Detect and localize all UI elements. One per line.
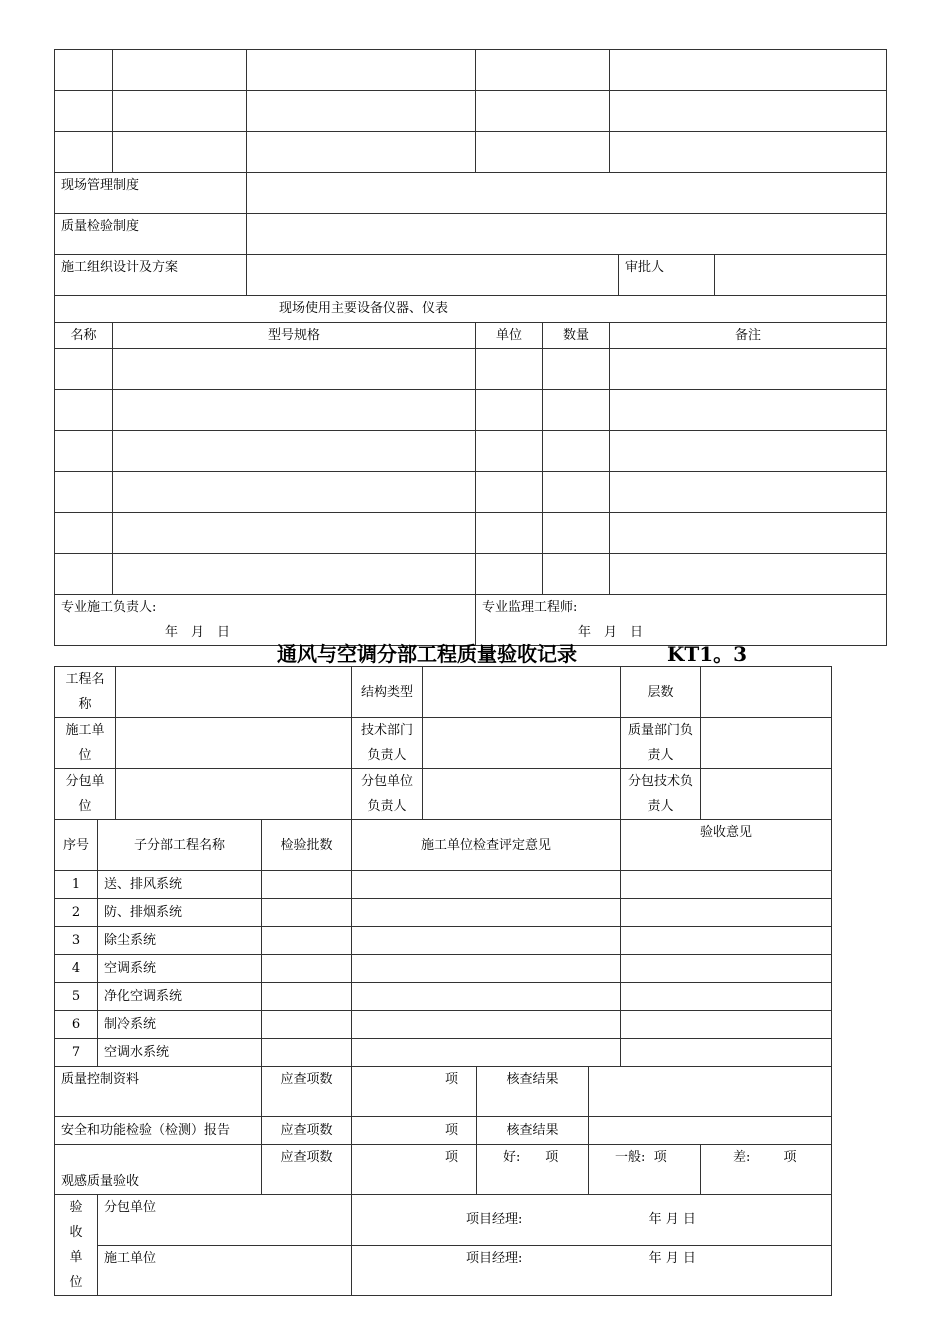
item-name: 空调系统 <box>98 955 262 983</box>
should-check-label: 应查项数 <box>262 1117 352 1145</box>
signoff-date: 年 月 日 <box>648 1212 696 1228</box>
floors-value[interactable] <box>701 667 832 718</box>
signoff-date: 年 月 日 <box>648 1250 696 1266</box>
structure-type-label: 结构类型 <box>352 667 423 718</box>
title-code: KT1。3 <box>667 642 748 666</box>
pm-label: 项目经理: <box>466 1250 523 1266</box>
col-sub-name: 子分部工程名称 <box>98 820 262 871</box>
top-form-table <box>54 49 887 646</box>
item-name: 送、排风系统 <box>98 871 262 899</box>
item-count-cell[interactable] <box>352 1145 477 1195</box>
subcontract-head-label: 分包单位负责人 <box>352 769 423 820</box>
item-unit: 项 <box>445 1150 459 1165</box>
item-no: 1 <box>55 871 98 899</box>
good-cell[interactable]: 好: 项 <box>477 1145 589 1195</box>
item-name: 空调水系统 <box>98 1039 262 1067</box>
check-result-value[interactable] <box>589 1117 832 1145</box>
equipment-row <box>55 513 887 554</box>
item-no: 3 <box>55 927 98 955</box>
col-unit-opinion: 施工单位检查评定意见 <box>352 820 621 871</box>
floors-label: 层数 <box>621 667 701 718</box>
equipment-columns <box>55 323 887 349</box>
item-no: 2 <box>55 899 98 927</box>
item-name: 防、排烟系统 <box>98 899 262 927</box>
quality-dept-head-label: 质量部门负责人 <box>621 718 701 769</box>
project-name-value[interactable] <box>116 667 352 718</box>
table-row <box>55 1039 832 1067</box>
footer-left-date: 年 月 日 <box>165 625 231 640</box>
construction-unit-label: 施工单位 <box>55 718 116 769</box>
quality-dept-head-value[interactable] <box>701 718 832 769</box>
check-result-label: 核查结果 <box>477 1067 589 1117</box>
footer-left-signoff[interactable] <box>55 595 476 646</box>
table-row <box>55 955 832 983</box>
col-unit: 单位 <box>476 323 543 349</box>
item-name: 净化空调系统 <box>98 983 262 1011</box>
col-acceptance: 验收意见 <box>621 820 832 871</box>
approver-value[interactable] <box>715 255 887 296</box>
item-unit: 项 <box>445 1072 459 1087</box>
subcontract-tech-head-value[interactable] <box>701 769 832 820</box>
item-name: 除尘系统 <box>98 927 262 955</box>
col-remark: 备注 <box>610 323 887 349</box>
footer-right-label: 专业监理工程师: <box>482 600 578 615</box>
project-name-label: 工程名称 <box>55 667 116 718</box>
table-row <box>55 1011 832 1039</box>
subcontract-unit-label: 分包单位 <box>55 769 116 820</box>
item-unit: 项 <box>445 1123 459 1138</box>
site-mgmt-label: 现场管理制度 <box>55 173 247 214</box>
tech-dept-head-value[interactable] <box>423 718 621 769</box>
construction-plan-value[interactable] <box>247 255 619 296</box>
table-row <box>55 983 832 1011</box>
quality-check-label: 质量检验制度 <box>55 214 247 255</box>
construction-unit-value[interactable] <box>116 718 352 769</box>
col-batch-count: 检验批数 <box>262 820 352 871</box>
quality-data-label: 质量控制资料 <box>55 1067 262 1117</box>
col-name: 名称 <box>55 323 113 349</box>
item-count-cell[interactable] <box>352 1117 477 1145</box>
col-seq: 序号 <box>55 820 98 871</box>
blank-row <box>55 91 887 132</box>
footer-right-date: 年 月 日 <box>578 625 644 640</box>
footer-left-label: 专业施工负责人: <box>61 600 157 615</box>
subcontract-tech-head-label: 分包技术负责人 <box>621 769 701 820</box>
equipment-row <box>55 390 887 431</box>
table-row <box>55 927 832 955</box>
check-result-label: 核查结果 <box>477 1117 589 1145</box>
subcontract-row-label: 分包单位 <box>98 1195 352 1246</box>
title-text: 通风与空调分部工程质量验收记录 <box>277 642 577 666</box>
equipment-row <box>55 472 887 513</box>
equipment-row <box>55 349 887 390</box>
subcontract-unit-value[interactable] <box>116 769 352 820</box>
site-mgmt-value[interactable] <box>247 173 887 214</box>
check-result-value[interactable] <box>589 1067 832 1117</box>
should-check-label: 应查项数 <box>262 1067 352 1117</box>
table-row <box>55 871 832 899</box>
item-no: 5 <box>55 983 98 1011</box>
col-qty: 数量 <box>543 323 610 349</box>
subcontract-head-value[interactable] <box>423 769 621 820</box>
col-model: 型号规格 <box>113 323 476 349</box>
construction-signoff[interactable] <box>352 1245 832 1296</box>
poor-cell[interactable]: 差: 项 <box>701 1145 832 1195</box>
blank-row <box>55 132 887 173</box>
equipment-header: 现场使用主要设备仪器、仪表 <box>55 296 887 323</box>
item-count-cell[interactable] <box>352 1067 477 1117</box>
acceptance-record-table <box>54 666 832 1296</box>
equipment-row <box>55 554 887 595</box>
item-name: 制冷系统 <box>98 1011 262 1039</box>
document-title <box>0 640 950 668</box>
appearance-label: 观感质量验收 <box>55 1145 262 1195</box>
pm-label: 项目经理: <box>466 1212 523 1228</box>
item-no: 6 <box>55 1011 98 1039</box>
item-no: 7 <box>55 1039 98 1067</box>
safety-report-label: 安全和功能检验（检测）报告 <box>55 1117 262 1145</box>
blank-row <box>55 50 887 91</box>
table-row <box>55 899 832 927</box>
approver-label: 审批人 <box>619 255 715 296</box>
construction-row-label: 施工单位 <box>98 1245 352 1296</box>
acceptance-unit-label: 验 收 单 位 <box>55 1195 98 1296</box>
should-check-label: 应查项数 <box>262 1145 352 1195</box>
items-column-header <box>55 820 832 871</box>
general-cell[interactable]: 一般: 项 <box>589 1145 701 1195</box>
subcontract-signoff[interactable] <box>352 1195 832 1246</box>
item-no: 4 <box>55 955 98 983</box>
construction-plan-label: 施工组织设计及方案 <box>55 255 247 296</box>
equipment-row <box>55 431 887 472</box>
structure-type-value[interactable] <box>423 667 621 718</box>
footer-right-signoff[interactable] <box>476 595 887 646</box>
quality-check-value[interactable] <box>247 214 887 255</box>
tech-dept-head-label: 技术部门负责人 <box>352 718 423 769</box>
